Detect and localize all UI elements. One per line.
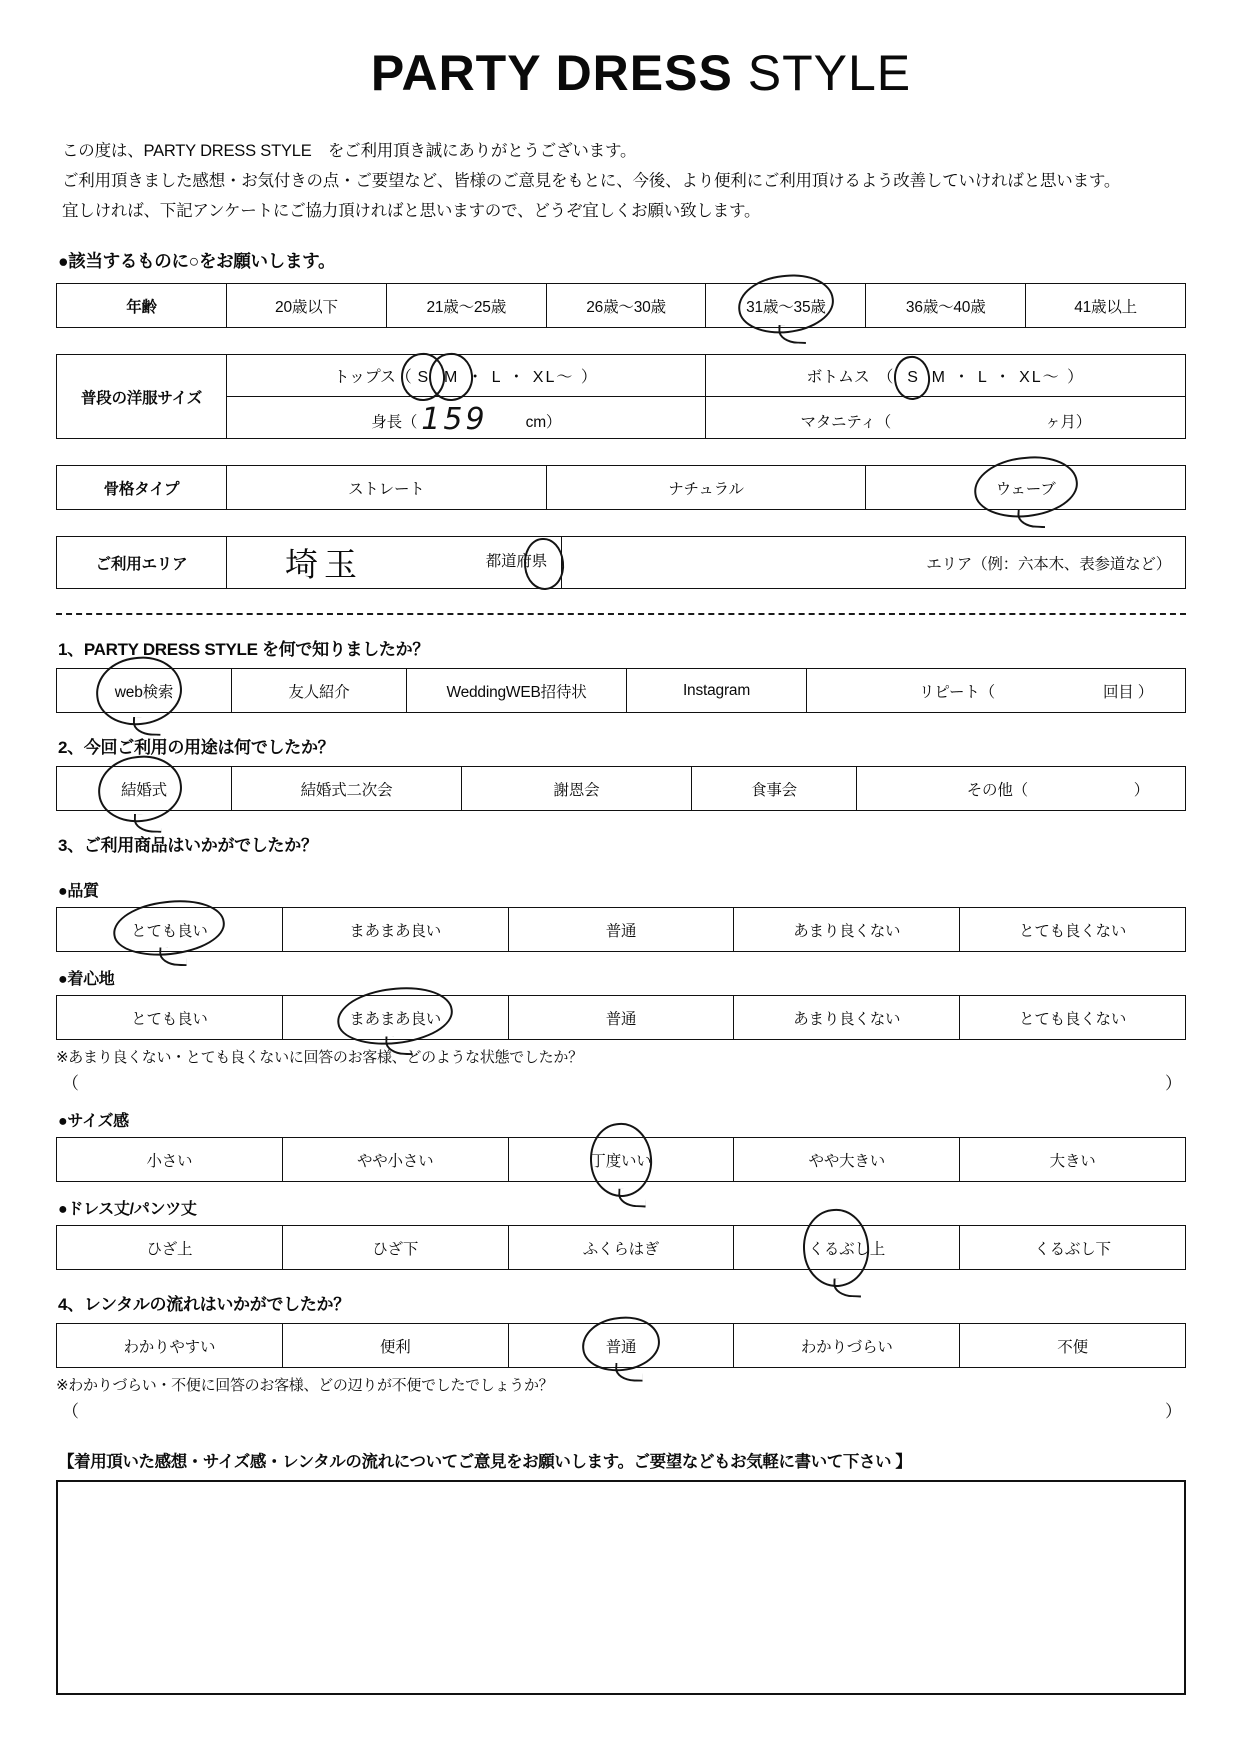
q3-comfort-option-1[interactable] (282, 996, 508, 1040)
q2-option-0-label: 結婚式 (121, 781, 167, 799)
q1-heading: 1、PARTY DRESS STYLE を何で知りましたか？ (58, 640, 430, 659)
q4-heading: 4、レンタルの流れはいかがでしたか？ (58, 1295, 350, 1314)
q2-option-3[interactable]: 食事会 (692, 767, 857, 811)
table-row (57, 284, 1186, 328)
q3-quality-option-1[interactable]: まあまあ良い (282, 908, 508, 952)
q3-comfort-option-4[interactable]: とても良くない (960, 996, 1186, 1040)
table-row (57, 1226, 1186, 1270)
q3-length-option-1[interactable]: ひざ下 (282, 1226, 508, 1270)
q3-length-option-2[interactable]: ふくらはぎ (508, 1226, 734, 1270)
age-option-1[interactable]: 21歳～25歳 (386, 284, 546, 328)
q2-option-4[interactable] (857, 767, 1186, 811)
maternity-unit: ヶ月） (1045, 414, 1092, 431)
q4-table (56, 1323, 1186, 1368)
table-row (57, 397, 1186, 439)
paren-close: ） (1165, 1074, 1182, 1093)
q1-table (56, 668, 1186, 713)
q4-option-1[interactable]: 便利 (282, 1324, 508, 1368)
q3-comfort-option-3[interactable]: あまり良くない (734, 996, 960, 1040)
q4-option-4[interactable]: 不便 (960, 1324, 1186, 1368)
prefecture-cell[interactable] (227, 537, 562, 589)
q4-note: ※わかりづらい・不便に回答のお客様、どの辺りが不便でしたでしょうか？ (56, 1377, 554, 1394)
prefecture-label-text: 都道府県 (485, 553, 547, 570)
prefecture-value: 埼玉 (285, 545, 363, 584)
q3-length-option-3-label: くるぶし上 (808, 1240, 886, 1258)
q3-length-label: ●ドレス丈/パンツ丈 (58, 1201, 197, 1218)
tops-prefix: トップス（ (333, 369, 412, 386)
q3-comfort-note: ※あまり良くない・とても良くないに回答のお客様、どのような状態でしたか？ (56, 1049, 583, 1066)
age-option-5[interactable]: 41歳以上 (1026, 284, 1186, 328)
q2-other-suffix: ） (1133, 781, 1149, 799)
q1-option-4-label: リピート（ (919, 683, 995, 701)
height-value: 159 (421, 402, 488, 437)
paren-close: ） (1165, 1402, 1182, 1421)
q2-option-1[interactable]: 結婚式二次会 (232, 767, 462, 811)
q3-quality-option-4[interactable]: とても良くない (960, 908, 1186, 952)
q3-fit-option-1[interactable]: やや小さい (282, 1138, 508, 1182)
title-light: STYLE (747, 45, 912, 101)
q2-option-0[interactable] (57, 767, 232, 811)
table-row (57, 767, 1186, 811)
q1-option-1[interactable]: 友人紹介 (232, 669, 407, 713)
q3-quality-option-3[interactable]: あまり良くない (734, 908, 960, 952)
age-label: 年齢 (57, 284, 227, 328)
comment-heading: 【着用頂いた感想・サイズ感・レンタルの流れについてご意見をお願いします。ご要望などもお気軽に書いて下さい 】 (58, 1453, 912, 1471)
page-title (0, 0, 1242, 101)
table-row (57, 1324, 1186, 1368)
q1-option-0[interactable] (57, 669, 232, 713)
q1-option-4[interactable] (807, 669, 1186, 713)
maternity-cell[interactable] (706, 397, 1186, 439)
bottoms-size-s[interactable]: S (893, 369, 931, 386)
q3-fit-option-4[interactable]: 大きい (960, 1138, 1186, 1182)
tops-rest: ・ L ・ XL～ ） (467, 369, 599, 386)
q3-fit-option-0[interactable]: 小さい (57, 1138, 283, 1182)
area-hint: エリア（例：六本木、表参道など） (926, 555, 1171, 573)
frame-type-table (56, 465, 1186, 510)
age-table (56, 283, 1186, 328)
age-option-0[interactable]: 20歳以下 (227, 284, 387, 328)
intro-paragraph (62, 136, 1242, 226)
title-bold: PARTY DRESS (370, 45, 733, 101)
table-row (57, 355, 1186, 397)
age-option-4[interactable]: 36歳～40歳 (866, 284, 1026, 328)
q3-comfort-option-1-label: まあまあ良い (349, 1010, 442, 1028)
frame-option-2-label: ウェーブ (995, 480, 1056, 498)
q3-quality-label: ●品質 (58, 883, 99, 900)
q3-length-option-4[interactable]: くるぶし下 (960, 1226, 1186, 1270)
height-cell[interactable] (227, 397, 706, 439)
q1-option-2[interactable]: WeddingWEB招待状 (407, 669, 627, 713)
q2-table (56, 766, 1186, 811)
tops-size-cell[interactable] (227, 355, 706, 397)
q4-free-text[interactable] (62, 1397, 1182, 1422)
age-option-2[interactable]: 26歳～30歳 (546, 284, 706, 328)
q3-fit-option-2-label: 丁度いい (590, 1152, 652, 1170)
area-detail-cell[interactable] (562, 537, 1186, 589)
q1-repeat-suffix: 回目 ） (1102, 683, 1153, 701)
q3-fit-option-3[interactable]: やや大きい (734, 1138, 960, 1182)
q2-option-4-label: その他（ (966, 781, 1028, 799)
area-table (56, 536, 1186, 589)
frame-option-2[interactable] (866, 466, 1186, 510)
q3-length-option-0[interactable]: ひざ上 (57, 1226, 283, 1270)
tops-size-m[interactable]: M (434, 369, 467, 386)
instruction-line: ●該当するものに○をお願いします。 (58, 251, 336, 271)
table-row (57, 1138, 1186, 1182)
q3-heading: 3、ご利用商品はいかがでしたか？ (58, 836, 318, 855)
bottoms-size-cell[interactable] (706, 355, 1186, 397)
table-row (57, 908, 1186, 952)
height-label: 身長（ (371, 414, 418, 431)
tops-size-s[interactable]: S (412, 369, 434, 386)
frame-option-1[interactable]: ナチュラル (546, 466, 866, 510)
intro-line-1: この度は、PARTY DRESS STYLE をご利用頂き誠にありがとうございます。 (62, 142, 637, 160)
table-row (57, 537, 1186, 589)
pen-circle-mark (892, 354, 932, 402)
q1-option-0-label: web検索 (114, 683, 174, 701)
q3-comfort-option-0[interactable]: とても良い (57, 996, 283, 1040)
intro-line-3: 宜しければ、下記アンケートにご協力頂ければと思いますので、どうぞ宜しくお願い致します。 (62, 202, 761, 220)
comment-box[interactable] (56, 1480, 1186, 1695)
size-label: 普段の洋服サイズ (57, 355, 227, 439)
q4-option-2[interactable] (508, 1324, 734, 1368)
q3-fit-option-2[interactable] (508, 1138, 734, 1182)
age-option-3-label: 31歳～35歳 (746, 298, 826, 316)
q2-heading: 2、今回ご利用の用途は何でしたか？ (58, 738, 335, 757)
q3-comfort-free-text[interactable] (62, 1069, 1182, 1094)
q1-option-3[interactable]: Instagram (627, 669, 807, 713)
paren-open: （ (62, 1402, 79, 1421)
prefecture-label (486, 549, 547, 571)
q3-quality-option-0[interactable] (57, 908, 283, 952)
q3-fit-table (56, 1137, 1186, 1182)
paren-open: （ (62, 1074, 79, 1093)
bottoms-prefix: ボトムス （ (806, 369, 894, 386)
intro-line-2: ご利用頂きました感想・お気付きの点・ご要望など、皆様のご意見をもとに、今後、より便利にご利用頂けるよう改善していければと思います。 (62, 172, 1121, 190)
table-row (57, 996, 1186, 1040)
maternity-label: マタニティ（ (800, 414, 892, 431)
q4-option-0[interactable]: わかりやすい (57, 1324, 283, 1368)
q3-fit-label: ●サイズ感 (58, 1113, 129, 1130)
bottoms-rest: M ・ L ・ XL～ ） (931, 369, 1086, 386)
q2-option-2[interactable]: 謝恩会 (462, 767, 692, 811)
q3-comfort-option-2[interactable]: 普通 (508, 996, 734, 1040)
q3-length-option-3[interactable] (734, 1226, 960, 1270)
q3-comfort-label: ●着心地 (58, 971, 115, 988)
area-label: ご利用エリア (57, 537, 227, 589)
q3-quality-option-2[interactable]: 普通 (508, 908, 734, 952)
table-row (57, 669, 1186, 713)
q3-length-table (56, 1225, 1186, 1270)
q3-quality-table (56, 907, 1186, 952)
clothing-size-table (56, 354, 1186, 439)
height-unit: cm） (525, 414, 562, 431)
q4-option-3[interactable]: わかりづらい (734, 1324, 960, 1368)
frame-option-0[interactable]: ストレート (227, 466, 547, 510)
table-row (57, 466, 1186, 510)
frame-label: 骨格タイプ (57, 466, 227, 510)
q3-comfort-table (56, 995, 1186, 1040)
age-option-3[interactable] (706, 284, 866, 328)
q4-option-2-label: 普通 (605, 1338, 637, 1356)
q3-quality-option-0-label: とても良い (131, 922, 208, 940)
